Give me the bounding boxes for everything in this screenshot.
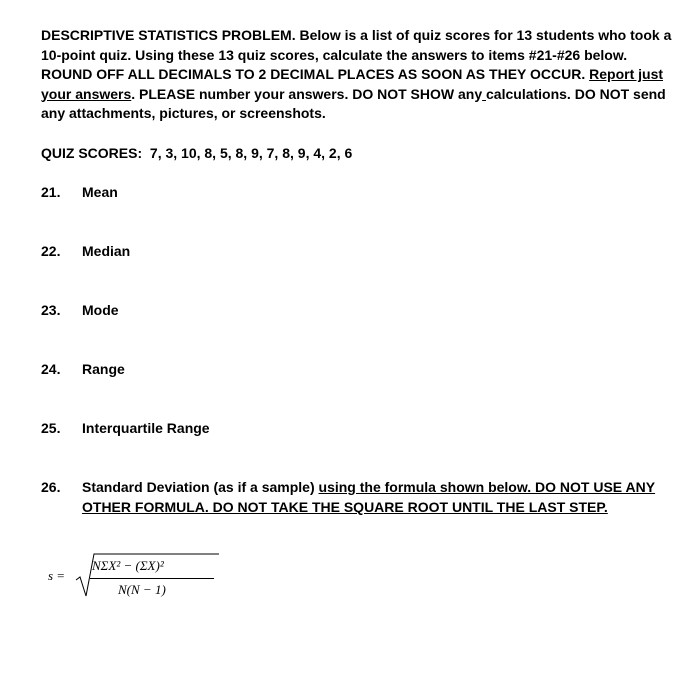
- item-number: 24.: [41, 361, 61, 377]
- instructions-underlined-1: Report just your answers: [41, 66, 664, 102]
- quiz-scores-values: 7, 3, 10, 8, 5, 8, 9, 7, 8, 9, 4, 2, 6: [149, 145, 353, 161]
- instructions-text-3: calculations. DO NOT send any attachments, pictures, or screenshots.: [41, 85, 666, 121]
- item-label: Interquartile Range: [82, 420, 210, 436]
- formula-denominator: N(N − 1): [118, 582, 166, 597]
- item-number: 23.: [41, 302, 61, 318]
- item-label: Range: [82, 361, 125, 377]
- item-label: [82, 477, 662, 517]
- formula-numerator: NΣX² − (ΣX)²: [92, 558, 164, 573]
- fraction-bar: [90, 578, 214, 579]
- item-label: Median: [82, 243, 131, 259]
- item-label-text: Standard Deviation (as if a sample): [82, 479, 319, 495]
- quiz-scores: [41, 145, 352, 161]
- quiz-scores-label: QUIZ SCORES:: [41, 145, 143, 161]
- instructions-text-1: DESCRIPTIVE STATISTICS PROBLEM. Below is a list of quiz scores for 13 students who took a 10-point quiz. Using these 13 quiz scores, calculate the answers to items #21-#26 below. ROUND OFF ALL DECIMALS TO 2 DECIMAL PLACES AS SOON AS THEY OCCUR.: [41, 27, 672, 82]
- item-label-underlined: using the formula shown below. DO NOT USE ANY OTHER FORMULA. DO NOT TAKE THE SQUARE ROOT UNTIL THE LAST STEP.: [82, 479, 656, 515]
- item-number: 26.: [41, 479, 61, 495]
- item-label: Mean: [82, 184, 118, 200]
- item-number: 22.: [41, 243, 61, 259]
- problem-instructions: [41, 26, 681, 124]
- item-label: Mode: [82, 302, 119, 318]
- formula-lhs: s =: [48, 568, 66, 583]
- instructions-text-2: . PLEASE number your answers. DO NOT SHOW any: [131, 85, 483, 102]
- item-number: 25.: [41, 420, 61, 436]
- item-number: 21.: [41, 184, 61, 200]
